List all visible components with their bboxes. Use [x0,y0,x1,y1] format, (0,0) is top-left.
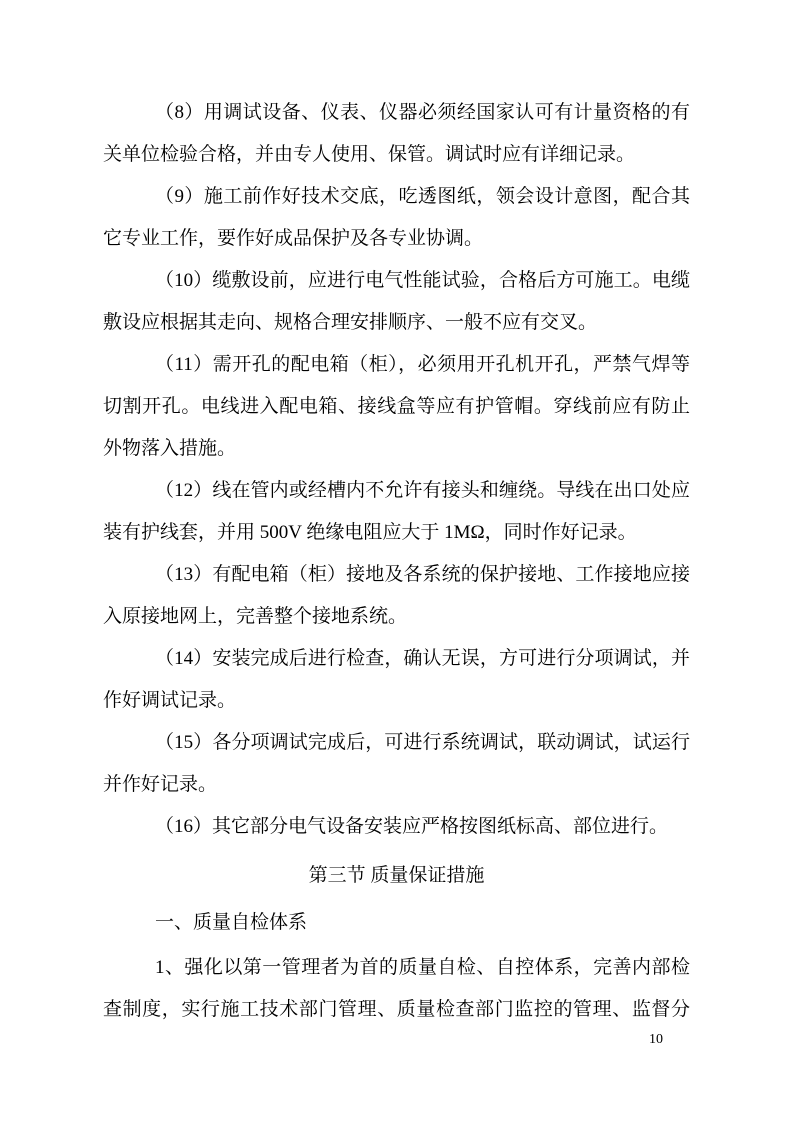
text-line: （10）缆敷设前，应进行电气性能试验，合格后方可施工。电缆 [155,270,690,291]
text-line: 并作好记录。 [103,774,218,795]
text-line: （15）各分项调试完成后，可进行系统调试，联动调试，试运行 [155,732,690,753]
text-line: 它专业工作，要作好成品保护及各专业协调。 [103,228,484,249]
text-line: （13）有配电箱（柜）接地及各系统的保护接地、工作接地应接 [155,564,690,585]
text-line: 切割开孔。电线进入配电箱、接线盒等应有护管帽。穿线前应有防止 [103,396,690,417]
page-number: 10 [649,1032,663,1047]
text-line: （11）需开孔的配电箱（柜），必须用开孔机开孔，严禁气焊等 [155,354,690,375]
text-line: 敷设应根据其走向、规格合理安排顺序、一般不应有交叉。 [103,312,598,333]
text-line: （9）施工前作好技术交底，吃透图纸，领会设计意图，配合其 [155,186,690,207]
text-line: 1、强化以第一管理者为首的质量自检、自控体系，完善内部检 [155,957,690,978]
document-body [103,92,690,1031]
subsection-heading: 一、质量自检体系 [155,912,308,933]
text-line: 查制度，实行施工技术部门管理、质量检查部门监控的管理、监督分 [103,999,690,1020]
text-line: （8）用调试设备、仪表、仪器必须经国家认可有计量资格的有 [155,102,690,123]
text-line: 入原接地网上，完善整个接地系统。 [103,606,408,627]
text-line: 关单位检验合格，并由专人使用、保管。调试时应有详细记录。 [103,144,636,165]
text-line: （14）安装完成后进行检查，确认无误，方可进行分项调试，并 [155,648,690,669]
section-heading: 第三节 质量保证措施 [308,865,485,886]
text-line: 装有护线套，并用 500V 绝缘电阻应大于 1MΩ，同时作好记录。 [103,522,637,543]
text-line: 外物落入措施。 [103,438,237,459]
text-line: （12）线在管内或经槽内不允许有接头和缠绕。导线在出口处应 [155,480,690,501]
text-line: （16）其它部分电气设备安装应严格按图纸标高、部位进行。 [155,816,669,837]
text-line: 作好调试记录。 [103,690,237,711]
